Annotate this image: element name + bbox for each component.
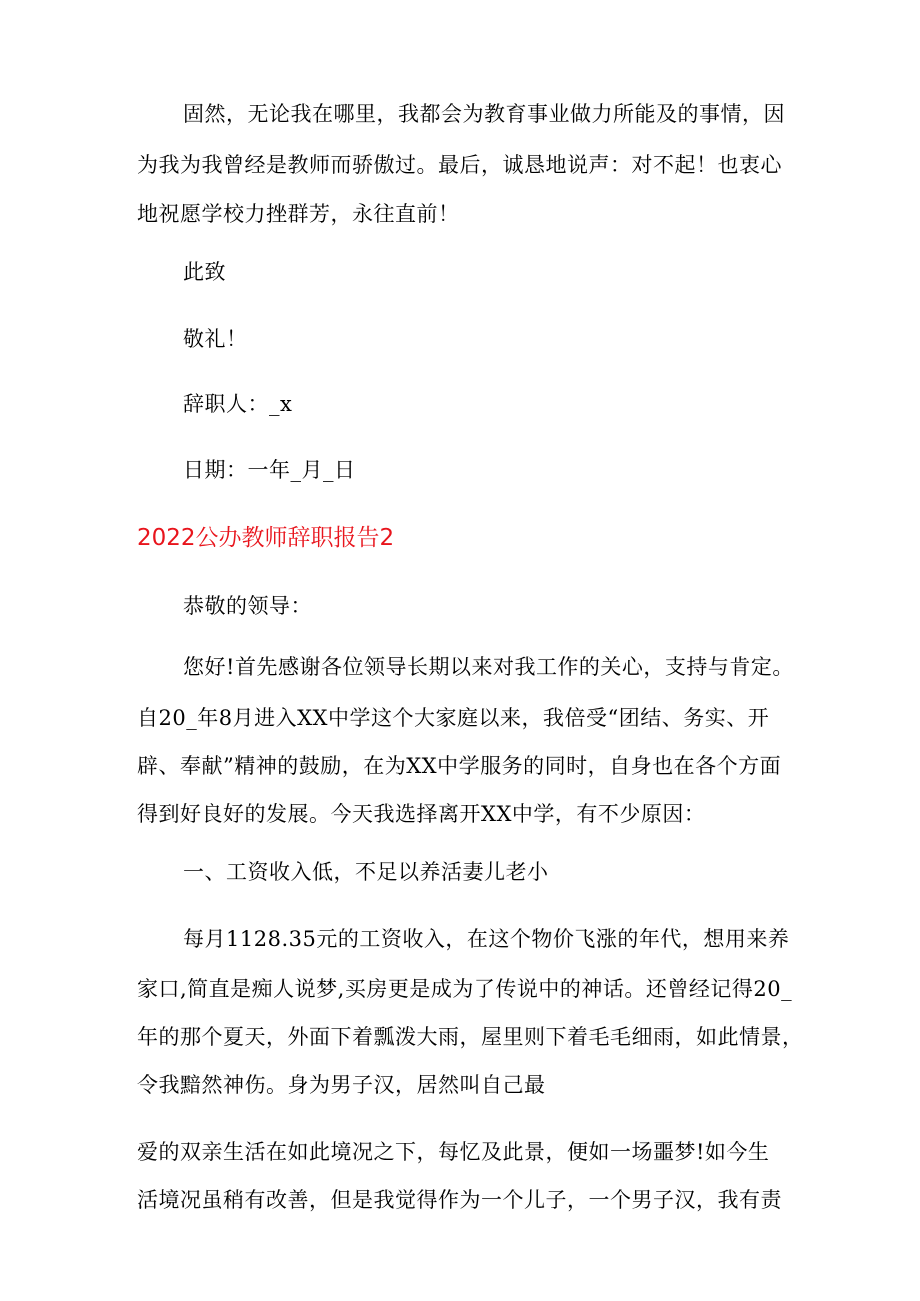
paragraph-line: 自20_年8月进入XX中学这个大家庭以来，我倍受“团结、务实、开 bbox=[137, 706, 770, 730]
paragraph-line: 家口,简直是痴人说梦,买房更是成为了传说中的神话。还曾经记得20_ bbox=[137, 977, 793, 1001]
paragraph-line: 您好!首先感谢各位领导长期以来对我工作的关心，支持与肯定。 bbox=[183, 655, 794, 679]
paragraph-line: 活境况虽稍有改善，但是我觉得作为一个儿子，一个男子汉，我有责 bbox=[137, 1188, 782, 1212]
paragraph-line: 固然，无论我在哪里，我都会为教育事业做力所能及的事情，因 bbox=[183, 102, 785, 126]
section-heading: 2022公办教师辞职报告2 bbox=[137, 525, 395, 551]
paragraph-line: 令我黯然神伤。身为男子汉，居然叫自己最 bbox=[137, 1073, 546, 1097]
paragraph-line: 为我为我曾经是教师而骄傲过。最后，诚恳地说声：对不起！也衷心 bbox=[137, 153, 782, 177]
paragraph-line: 辟、奉献”精神的鼓励，在为XX中学服务的同时，自身也在各个方面 bbox=[137, 754, 782, 778]
paragraph-line: 爱的双亲生活在如此境况之下，每忆及此景，便如一场噩梦!如今生 bbox=[137, 1140, 770, 1164]
paragraph-line: 地祝愿学校力挫群芳，永往直前！ bbox=[137, 202, 460, 226]
closing-line: 敬礼！ bbox=[183, 327, 248, 351]
paragraph-line: 得到好良好的发展。今天我选择离开XX中学，有不少原因： bbox=[137, 802, 706, 826]
salutation: 恭敬的领导： bbox=[183, 594, 312, 618]
date-line: 日期：一年_月_日 bbox=[183, 458, 356, 482]
paragraph-line: 每月1128.35元的工资收入，在这个物价飞涨的年代，想用来养 bbox=[183, 927, 790, 951]
section-title: 一、工资收入低，不足以养活妻儿老小 bbox=[183, 860, 549, 884]
closing-line: 此致 bbox=[183, 260, 226, 284]
signer-line: 辞职人：_x bbox=[183, 392, 293, 416]
paragraph-line: 年的那个夏天，外面下着瓢泼大雨，屋里则下着毛毛细雨，如此情景， bbox=[137, 1025, 804, 1049]
